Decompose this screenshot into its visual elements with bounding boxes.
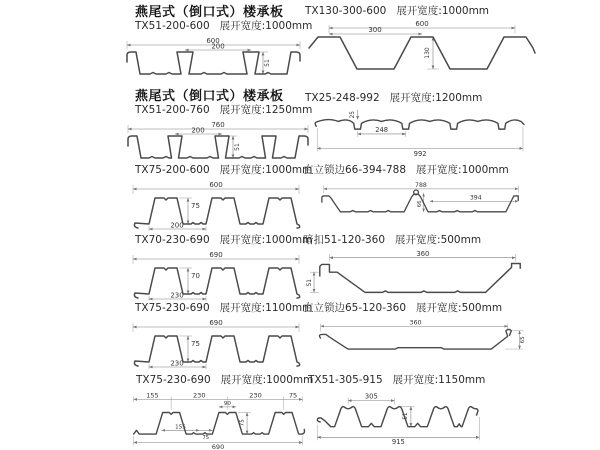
profile-drawing-l4 xyxy=(123,250,303,302)
dim-height: 51 xyxy=(403,412,410,420)
width-label: 展开宽度:500mm xyxy=(416,302,503,314)
width-label: 展开宽度:1000mm xyxy=(219,234,313,246)
profile-outline xyxy=(315,120,524,130)
section-title xyxy=(135,20,312,33)
dimensions xyxy=(134,392,303,450)
model-label: 暗扣51-120-360 xyxy=(303,234,386,246)
profile-drawing-l1 xyxy=(123,36,303,82)
dim-pitch: 248 xyxy=(375,126,389,135)
profile-outline xyxy=(134,336,299,366)
dim-height: 130 xyxy=(424,47,431,59)
dim-seg1: 155 xyxy=(146,391,159,400)
profile-drawing-l6 xyxy=(118,390,318,450)
dim-pitch: 305 xyxy=(364,392,378,401)
model-label: TX25-248-992 xyxy=(305,92,380,104)
dim-overall: 600 xyxy=(206,37,220,45)
section-title xyxy=(303,234,538,247)
section-title xyxy=(305,5,540,18)
section-r3 xyxy=(303,164,538,226)
dim-overall: 600 xyxy=(209,181,223,189)
dim-pitch: 200 xyxy=(191,126,205,135)
dim-overall: 690 xyxy=(211,443,225,450)
section-title xyxy=(135,234,312,247)
dim-seg4: 75 xyxy=(288,391,298,400)
width-label: 展开宽度:1000mm xyxy=(396,5,490,17)
section-l5 xyxy=(123,302,312,370)
profile-outline xyxy=(309,37,535,69)
width-label: 展开宽度:1000mm xyxy=(219,20,313,32)
dim-overall: 760 xyxy=(211,121,225,129)
dim-pitch: 230 xyxy=(170,359,184,368)
model-label: 直立锁边66-394-788 xyxy=(303,164,407,176)
profile-drawing-r5 xyxy=(303,318,538,360)
profile-drawing-r6 xyxy=(308,390,508,446)
width-label: 展开宽度:1200mm xyxy=(389,92,483,104)
model-label: TX75-200-600 xyxy=(135,164,210,176)
model-label: 直立锁边65-120-360 xyxy=(303,302,407,314)
profile-drawing-r3 xyxy=(303,180,538,226)
width-label: 展开宽度:1000mm xyxy=(219,164,313,176)
dimensions xyxy=(133,181,299,231)
model-label: TX51-200-600 xyxy=(135,20,210,32)
dim-overall: 915 xyxy=(391,438,405,446)
dim-height: 25 xyxy=(349,111,356,119)
section-r2 xyxy=(305,92,540,158)
dimensions xyxy=(321,318,527,349)
dim-height: 75 xyxy=(239,419,246,427)
width-label: 展开宽度:1250mm xyxy=(219,104,313,116)
model-label: TX75-230-690 xyxy=(136,374,211,386)
model-label: TX70-230-690 xyxy=(135,234,210,246)
section-r1 xyxy=(305,5,540,83)
dim-valley: 155 xyxy=(175,424,186,431)
section-heading: 燕尾式（倒口式）楼承板 xyxy=(135,5,284,20)
section-title xyxy=(305,92,540,105)
dim-height: 66 xyxy=(416,200,423,208)
dimensions xyxy=(127,37,300,74)
dimensions xyxy=(317,393,479,446)
dim-pitch: 200 xyxy=(170,221,184,230)
section-title xyxy=(135,302,312,315)
dim-overall: 600 xyxy=(415,21,429,28)
model-label: TX75-230-690 xyxy=(135,302,210,314)
profile-outline xyxy=(134,413,305,435)
profile-outline xyxy=(127,52,300,74)
profile-drawing-r1 xyxy=(305,21,540,83)
section-title xyxy=(303,164,538,177)
section-title xyxy=(135,164,312,177)
dim-overall: 690 xyxy=(209,319,223,327)
profile-outline xyxy=(128,136,308,158)
profile-outline xyxy=(134,268,299,298)
dim-overall: 360 xyxy=(409,318,422,327)
section-title xyxy=(136,374,318,387)
section-r6 xyxy=(308,374,508,446)
section-title xyxy=(308,374,508,387)
section-r5 xyxy=(303,302,538,360)
dim-overall: 690 xyxy=(209,251,223,259)
dim-height: 75 xyxy=(191,340,200,348)
profile-drawing-r4 xyxy=(303,250,538,303)
dim-height: 51 xyxy=(264,59,271,67)
dim-overall: 360 xyxy=(416,250,430,258)
width-label: 展开宽度:1100mm xyxy=(219,302,313,314)
section-l6 xyxy=(118,374,318,450)
dimensions xyxy=(329,21,515,69)
profile-drawing-l3 xyxy=(123,180,303,232)
model-label: TX130-300-600 xyxy=(305,5,387,17)
profile-outline xyxy=(317,407,478,427)
dim-height: 70 xyxy=(191,272,200,280)
dim-seg2: 230 xyxy=(193,391,206,400)
section-l3 xyxy=(123,164,312,232)
dim-pitch: 300 xyxy=(368,26,382,34)
width-label: 展开宽度:1150mm xyxy=(392,374,486,386)
dimensions xyxy=(307,250,515,292)
section-r4 xyxy=(303,234,538,303)
width-label: 展开宽度:1000mm xyxy=(416,164,509,176)
dim-height: 51 xyxy=(234,143,241,151)
dim-seg3: 230 xyxy=(249,391,262,400)
dim-pitch: 394 xyxy=(469,194,482,202)
section-title xyxy=(303,302,538,315)
section-l2 xyxy=(123,89,313,166)
model-label: TX51-305-915 xyxy=(308,374,383,386)
profile-outline xyxy=(320,263,520,292)
model-label: TX51-200-760 xyxy=(135,104,210,116)
profile-drawing-l5 xyxy=(123,318,303,370)
section-l1 xyxy=(123,5,312,82)
dimensions xyxy=(133,319,299,369)
section-l4 xyxy=(123,234,312,302)
dim-height: 51 xyxy=(307,279,314,287)
section-heading: 燕尾式（倒口式）楼承板 xyxy=(135,89,284,104)
profile-drawing-r2 xyxy=(305,108,540,158)
dim-crest: 90 xyxy=(223,401,231,407)
dim-height: 75 xyxy=(191,202,200,210)
dim-pitch: 200 xyxy=(211,42,225,51)
dim-overall: 788 xyxy=(415,182,427,190)
profile-outline xyxy=(134,198,299,228)
dimensions xyxy=(133,251,299,301)
dim-overall: 992 xyxy=(413,150,427,158)
section-title xyxy=(135,104,313,117)
dim-valley-sub: 75 xyxy=(202,434,210,441)
dim-height: 65 xyxy=(520,336,527,344)
dimensions xyxy=(317,110,523,158)
profile-outline xyxy=(319,329,511,349)
width-label: 展开宽度:500mm xyxy=(395,234,482,246)
width-label: 展开宽度:1000mm xyxy=(220,374,314,386)
profile-drawing-l2 xyxy=(123,120,313,166)
dim-pitch: 230 xyxy=(170,291,184,300)
